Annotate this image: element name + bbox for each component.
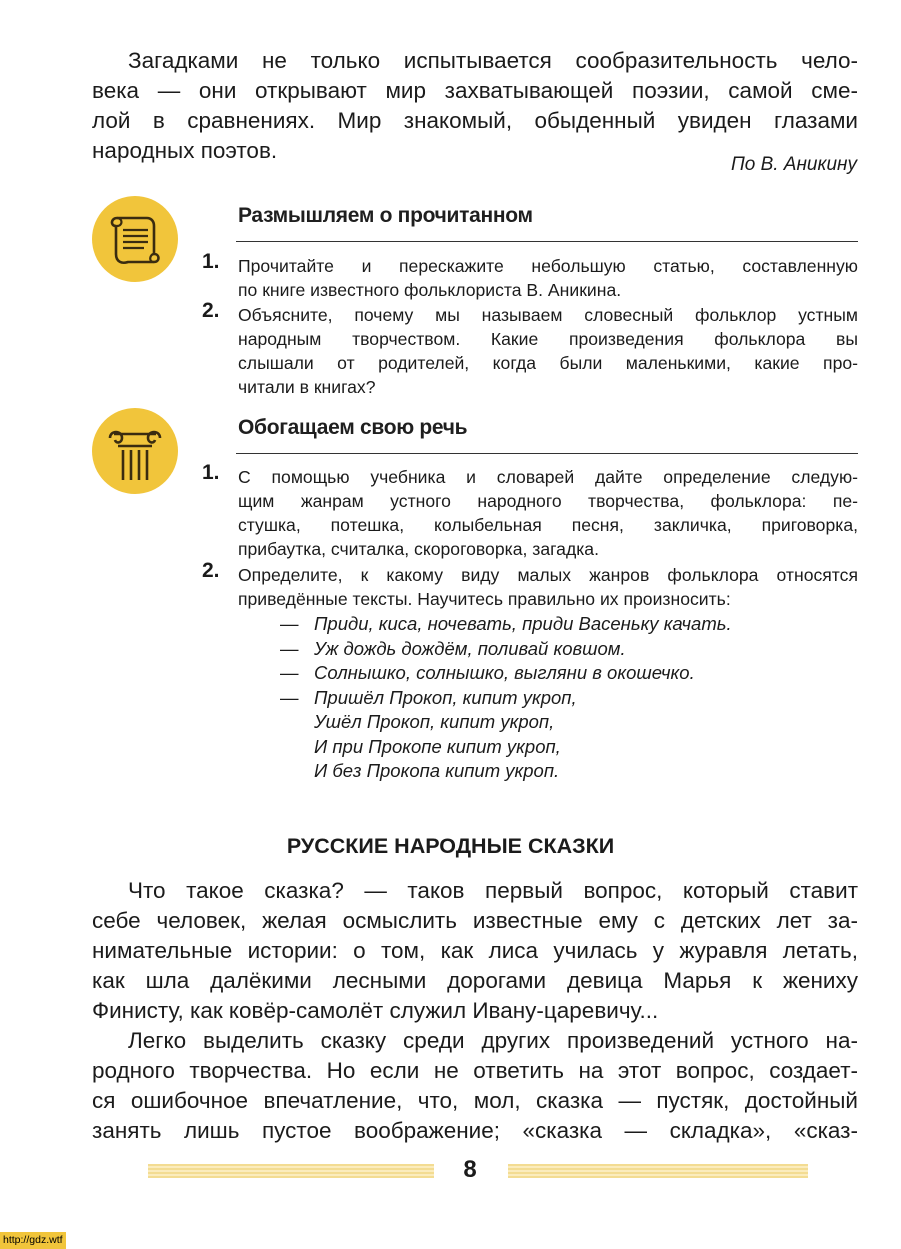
task-line: по книге известного фольклориста В. Аникина.: [238, 280, 622, 300]
section-divider: [236, 453, 858, 454]
task-item: [238, 303, 858, 399]
intro-line: лой в сравнениях. Мир знакомый, обыденный увиден глазами: [92, 108, 858, 133]
footer-band-left: [148, 1164, 434, 1178]
story-line: нимательные истории: о том, как лиса училась у журавля летать,: [92, 938, 858, 963]
task-number: 2.: [202, 559, 220, 582]
story-line: себе человек, желая осмыслить известные ему с детских лет за-: [92, 908, 858, 933]
task-line: народным творчеством. Какие произведения фольклора вы: [238, 329, 858, 349]
story-line: Финисту, как ковёр-самолёт служил Ивану-царевичу...: [92, 998, 659, 1023]
task-item: [238, 563, 858, 611]
task-line: прибаутка, считалка, скороговорка, загадка.: [238, 539, 599, 559]
intro-paragraph: [92, 46, 858, 166]
story-line: ся ошибочное впечатление, что, мол, сказка — пустяк, достойный: [92, 1088, 858, 1113]
task-item: [238, 465, 858, 561]
intro-line: Загадками не только испытывается сообразительность чело-: [128, 48, 858, 73]
task-line: Прочитайте и перескажите небольшую статью, составленную: [238, 256, 858, 276]
page-number: 8: [463, 1156, 477, 1183]
task-number: 2.: [202, 299, 220, 322]
task-line: Определите, к какому виду малых жанров фольклора относятся: [238, 565, 858, 585]
story-line: Что такое сказка? — таков первый вопрос, который ставит: [128, 878, 858, 903]
story-line: занять лишь пустое воображение; «сказка — складка», «сказ-: [92, 1118, 858, 1143]
footer-band-right: [508, 1164, 808, 1178]
example-line: И без Прокопа кипит укроп.: [314, 760, 560, 781]
story-paragraphs: [92, 876, 858, 1146]
example-line: — Солнышко, солнышко, выгляни в окошечко.: [280, 662, 695, 683]
task-line: Объясните, почему мы называем словесный фольклор устным: [238, 305, 858, 325]
section-heading-enrich: Обогащаем свою речь: [238, 416, 468, 439]
task-line: стушка, потешка, колыбельная песня, закличка, приговорка,: [238, 515, 858, 535]
task-line: приведённые тексты. Научитесь правильно их произносить:: [238, 589, 731, 609]
example-texts: [280, 612, 732, 784]
section-heading-reflect: Размышляем о прочитанном: [238, 204, 533, 227]
scroll-icon: [92, 196, 178, 282]
example-line: — Пришёл Прокоп, кипит укроп,: [280, 686, 577, 708]
example-line: — Приди, киса, ночевать, приди Васеньку качать.: [280, 613, 732, 634]
example-line: И при Прокопе кипит укроп,: [314, 735, 561, 757]
intro-line: века — они открывают мир захватывающей поэзии, самой сме-: [92, 78, 858, 103]
task-line: щим жанрам устного народного творчества, фольклора: пе-: [238, 491, 858, 511]
chapter-title: РУССКИЕ НАРОДНЫЕ СКАЗКИ: [286, 834, 615, 858]
story-line: Легко выделить сказку среди других произведений устного на-: [128, 1028, 858, 1053]
task-line: С помощью учебника и словарей дайте определение следую-: [238, 467, 858, 487]
story-line: родного творчества. Но если не ответить на этот вопрос, создает-: [92, 1058, 858, 1083]
task-line: читали в книгах?: [238, 377, 376, 397]
intro-line: народных поэтов.: [92, 138, 278, 163]
example-line: Ушёл Прокоп, кипит укроп,: [314, 711, 555, 732]
task-number: 1.: [202, 250, 220, 273]
example-line: — Уж дождь дождём, поливай ковшом.: [280, 637, 626, 659]
story-line: как шла далёкими лесными дорогами девица Марья к жениху: [92, 968, 858, 993]
column-capital-icon: [92, 408, 178, 494]
watermark-link[interactable]: http://gdz.wtf: [0, 1232, 66, 1249]
task-line: слышали от родителей, когда были маленькими, какие про-: [238, 353, 858, 373]
author-attribution: По В. Аникину: [730, 154, 857, 175]
task-item: [238, 254, 858, 302]
task-number: 1.: [202, 461, 220, 484]
section-divider: [236, 241, 858, 242]
